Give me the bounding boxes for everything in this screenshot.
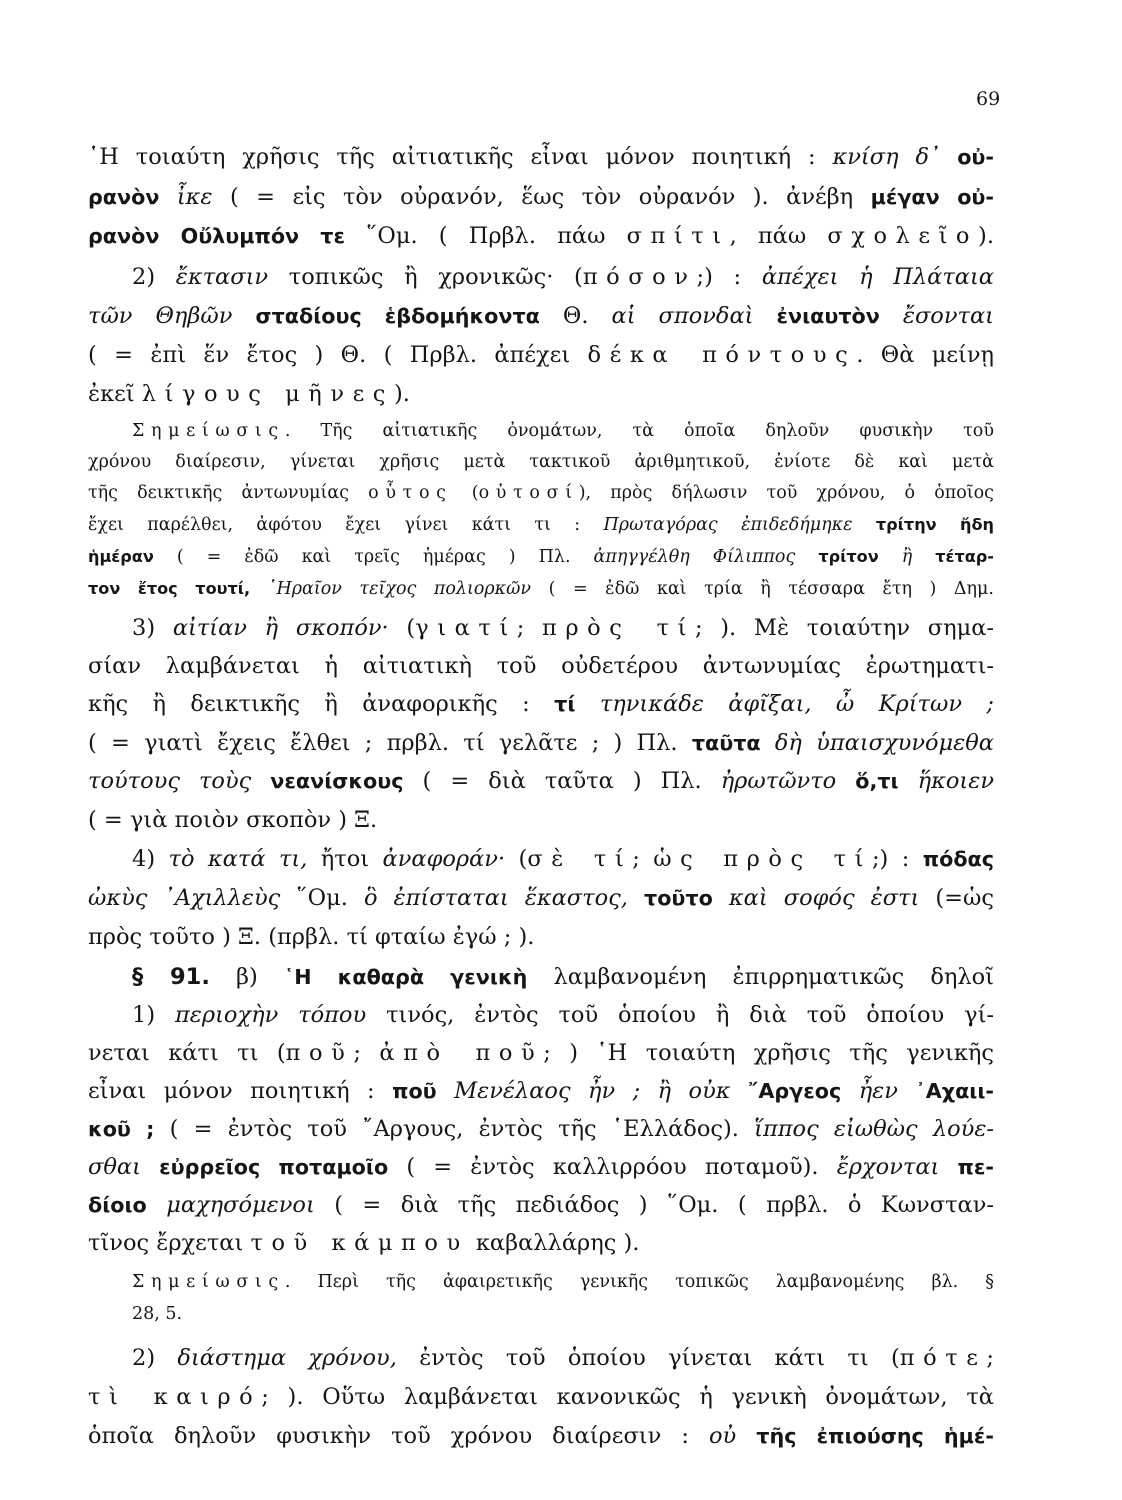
text-run [141,1154,159,1180]
text-run: ἀπέχει ἡ Πλάταια [761,264,995,290]
text-run: ἀπηγγέλθη Φίλιππος [593,547,796,567]
text-run: ( = εἰς τὸν οὐρανόν, ἕως τὸν οὐρανόν ). ἀνέβη [212,184,871,210]
text-run: Θ. [539,303,612,329]
text-run: ἔκτασιν [175,264,269,290]
text-run: τί [554,692,576,716]
text-run: ). [978,223,994,249]
text-run [939,1154,957,1180]
text-run: πόδας [922,847,995,871]
text-run [912,547,935,567]
text-run: ; [353,1040,380,1066]
text-run: β) [209,964,284,990]
text-run: ( = ἐδῶ καὶ τρεῖς ἡμέρας ) Πλ. [153,547,594,567]
text-run: 1) [132,1002,175,1028]
text-run: ἔσονται [902,303,994,329]
text-run [713,885,729,911]
text-line [88,1422,994,1450]
text-line [132,1344,994,1372]
text-run [147,1192,166,1218]
text-run: ( = διὰ ταῦτα ) Πλ. [403,768,721,794]
text-run: ( [505,846,528,872]
text-run: ἔχει παρέλθει, ἀφότου ἔχει γίνει κάτι τι : [88,515,604,535]
text-run: ἢ [901,547,913,567]
text-run: ἵππος εἰωθὼς λούε- [754,1116,995,1142]
text-run: ( = ἐδῶ καὶ τρία ἢ τέσσαρα ἔτη ) Δημ. [531,579,994,599]
text-run: ὅ,τι [855,769,899,793]
text-run: καὶ σοφός ἐστι [728,885,920,911]
text-run: ὡς πρὸς τί [653,846,872,872]
text-run: νεται κάτι τι ( [88,1040,286,1066]
text-run: ( = γιατὶ ἔχεις ἔλθει ; πρβλ. τί γελᾶτε ; ) Πλ. [88,730,692,756]
text-run: ἤτοι [307,846,383,872]
text-line [88,923,994,951]
text-run: πόσον [582,264,697,290]
text-run: ( = διὰ τῆς πεδιάδος ) ῞Ομ. ( πρβλ. ὁ Κωνσταν- [314,1192,995,1218]
text-run: πρὸς τί [541,615,695,641]
text-run: τοῦτο [644,886,713,910]
text-run: (=ὡς [919,885,994,911]
text-run: σθαι [88,1154,141,1180]
text-run: οὐ [709,1423,737,1449]
text-run: κοῦ ; [88,1117,155,1141]
text-run: ἔρχονται [836,1154,940,1180]
text-run [841,1078,858,1104]
text-run: πότε [899,1345,987,1371]
text-run: ἐκεῖ [88,381,142,407]
text-line [88,183,994,211]
text-run: τον ἔτος τουτί, [88,579,251,598]
text-run: ῾Η τοιαύτη χρῆσις τῆς αἰτιατικῆς εἶναι μόνον ποιητική : [88,144,833,170]
text-run [575,691,599,717]
text-run: Πρωταγόρας ἐπιδεδήμηκε [603,515,853,535]
text-run [753,303,776,329]
text-run [795,547,818,567]
text-run: . Τῆς αἰτιατικῆς ὀνομάτων, τὰ ὁποῖα δηλοῦν φυσικὴν τοῦ [284,421,994,441]
text-run: τοπικῶς ἢ χρονικῶς· ( [268,264,583,290]
text-run: μαχησόμενοι [166,1192,315,1218]
text-run: ;) : [871,846,923,872]
text-run: 3) [132,615,173,641]
text-run [251,768,270,794]
text-run: Σημείωσις [132,421,285,441]
text-run: σταδίους ἑβδομήκοντα [255,304,540,328]
text-run: σίαν λαμβάνεται ἡ αἰτιατικὴ τοῦ οὐδετέρου ἀντωνυμίας ἐρωτηματι- [88,653,994,679]
text-run: § 91. [132,964,210,990]
text-run: αἰτίαν ἢ σκοπόν· [172,615,389,641]
text-run: ποῦ [285,1040,354,1066]
text-run [880,303,903,329]
text-line [88,1153,994,1181]
text-run: τοῦ κάμπου [250,1230,469,1256]
text-run: ἡμέραν [88,547,154,566]
text-run: χρόνου διαίρεσιν, γίνεται χρῆσις μετὰ τακτικοῦ ἀριθμητικοῦ, ἐνίοτε δὲ καὶ μετὰ [88,452,994,472]
text-run: ; ). Οὕτω λαμβάνεται κανονικῶς ἡ γενικὴ ὀνομάτων, τὰ [261,1384,994,1410]
text-run: τέταρ- [935,547,994,566]
text-run [250,579,268,599]
text-run: ρανὸν [88,185,160,209]
text-run [761,730,775,756]
text-run: ῞Ομ. [280,885,364,911]
text-run: ῞Ομ. ( Πρβλ. πάω [345,223,627,249]
text-line [88,1383,994,1411]
text-run: τῖνος ἔρχεται [88,1230,251,1256]
text-line [88,652,994,680]
text-run: ὁποῖα δηλοῦν φυσικὴν τοῦ χρόνου διαίρεσιν : [88,1423,709,1449]
text-line [88,302,994,330]
text-run: ; [986,1345,995,1371]
text-run: οὗτος [368,483,453,503]
text-run: γιατί [415,615,517,641]
text-run: σὲ τί [527,846,633,872]
text-run: ; ). Μὲ τοιαύτην σημα- [694,615,995,641]
text-run: δέκα πόντους [587,342,857,368]
text-run [836,768,855,794]
text-line [88,479,994,507]
text-run: 28, 5. [132,1304,183,1324]
text-line [88,380,994,408]
text-run: πε- [957,1155,994,1179]
text-run: ; [516,615,542,641]
text-run: ἥκοιεν [917,768,994,794]
text-run: τηνικάδε ἀφῖξαι, ὦ Κρίτων ; [599,691,994,717]
page-number: 69 [976,88,1001,110]
text-run: πρὸς τοῦτο ) Ξ. (πρβλ. τί φταίω ἐγώ ; ). [88,924,535,950]
text-run: αἱ σπονδαὶ [611,303,754,329]
text-run: ἶκε [176,184,213,210]
text-run: δὴ ὑπαισχυνόμεθα [774,730,994,756]
text-run: τῶν Θηβῶν [88,303,233,329]
text-line [88,1115,994,1143]
text-line [88,767,994,795]
text-run: ;) : [696,264,762,290]
text-run: ποῦ [392,1079,437,1103]
text-line [88,543,994,571]
text-run: ; [632,846,654,872]
text-line [132,263,994,291]
text-run [159,184,176,210]
text-run: ( [452,483,479,503]
text-run: ( = γιὰ ποιὸν σκοπὸν ) Ξ. [88,807,378,833]
text-run: ῾Η καθαρὰ γενικὴ [283,965,528,989]
text-run: Σημείωσις [132,1272,285,1292]
text-run: ῾Ηραῖον τεῖχος πολιορκῶν [267,579,532,599]
text-run: ἠρωτῶντο [720,768,837,794]
text-run [232,303,255,329]
text-line [88,448,994,476]
text-run [853,515,876,535]
text-run: ἐνιαυτὸν [776,304,880,328]
text-line [88,1191,994,1219]
text-run: τὸ κατά τι, [168,846,308,872]
text-run: τούτους τοὺς [88,768,252,794]
text-run: ), πρὸς δήλωσιν τοῦ χρόνου, ὁ ὁποῖος [578,483,994,503]
text-run: ὃ ἐπίσταται ἕκαστος, [363,885,628,911]
text-run: κῆς ἢ δεικτικῆς ἢ ἀναφορικῆς : [88,691,555,717]
text-run: ᾽Αχαιι- [915,1079,995,1103]
text-line [88,222,994,250]
text-run: σχολεῖο [827,223,979,249]
text-run: τρίτην ἤδη [875,515,994,534]
text-line [132,614,994,642]
text-run: ( = ἐπὶ ἕν ἔτος ) Θ. ( Πρβλ. ἀπέχει [88,342,588,368]
text-run: τῆς ἐπιούσης ἡμέ- [756,1424,994,1448]
text-run: Μενέλαος ἦν ; ἢ οὐκ [454,1078,731,1104]
text-line [132,963,994,991]
text-run: εὐρρεῖος ποταμοῖο [159,1155,389,1179]
text-run: ἦεν [858,1078,898,1104]
text-run: διάστημα χρόνου, [177,1345,397,1371]
text-line [88,729,994,757]
text-run: ταῦτα [691,731,761,755]
text-run: εἶναι μόνον ποιητική : [88,1078,393,1104]
text-run: οὑτοσί [478,483,579,503]
text-run: , πάω [729,223,828,249]
text-run [899,768,918,794]
text-run: ( = ἐντὸς καλλιρρόου ποταμοῦ). [388,1154,837,1180]
text-run: τρίτον [818,547,879,566]
text-run: σπίτι [626,223,730,249]
text-run: . Περὶ τῆς ἀφαιρετικῆς γενικῆς τοπικῶς λαμβανομένης βλ. § [284,1272,994,1292]
text-run: 2) [132,264,176,290]
text-line [88,1229,994,1257]
text-line [132,1268,994,1296]
text-run: . Θὰ μείνῃ [856,342,995,368]
text-run: ἀπὸ ποῦ [379,1040,544,1066]
text-run: κνίση δ᾽ [832,144,941,170]
text-run: περιοχὴν τόπου [175,1002,367,1028]
text-line [132,845,994,873]
text-run [736,1423,756,1449]
text-run: ( = ἐντὸς τοῦ ῎Αργους, ἐντὸς τῆς ῾Ελλάδος). [154,1116,755,1142]
text-line [88,511,994,539]
text-run: ( [388,615,416,641]
text-run: τὶ καιρό [88,1384,262,1410]
text-line [88,575,994,603]
text-run: 2) [132,1345,178,1371]
text-line [88,1077,994,1105]
text-line [88,143,994,171]
text-run: ῎Αργεος [748,1079,842,1103]
text-line [88,690,994,718]
text-line [88,1039,994,1067]
text-run: οὐ- [940,145,994,169]
text-run [437,1078,454,1104]
text-run: ὠκὺς ᾽Αχιλλεὺς [88,885,281,911]
text-run: δίοιο [88,1193,147,1217]
text-run [879,547,902,567]
text-run: λαμβανομένη ἐπιρρηματικῶς δηλοῖ [527,964,994,990]
text-run: μέγαν οὐ- [870,185,994,209]
text-run: τῆς δεικτικῆς ἀντωνυμίας [88,483,369,503]
text-run: λίγους μῆνες [141,381,394,407]
text-run: καβαλλάρης ). [468,1230,640,1256]
text-run: τινός, ἐντὸς τοῦ ὁποίου ἢ διὰ τοῦ ὁποίου γί- [366,1002,994,1028]
text-line [132,417,994,445]
text-run [898,1078,915,1104]
text-run: 4) [132,846,169,872]
text-line [88,341,994,369]
text-run: νεανίσκους [270,769,404,793]
text-run: ἐντὸς τοῦ ὁποίου γίνεται κάτι τι ( [396,1345,900,1371]
text-line [132,1001,994,1029]
text-line [132,1300,994,1328]
text-line [88,806,994,834]
text-line [88,884,994,912]
text-run [731,1078,748,1104]
text-run: ). [393,381,410,407]
text-run: ; ) ῾Η τοιαύτη χρῆσις τῆς γενικῆς [543,1040,995,1066]
text-run: ἀναφοράν· [382,846,506,872]
text-run: ρανὸν Οὔλυμπόν τε [88,224,346,248]
text-run [628,885,644,911]
